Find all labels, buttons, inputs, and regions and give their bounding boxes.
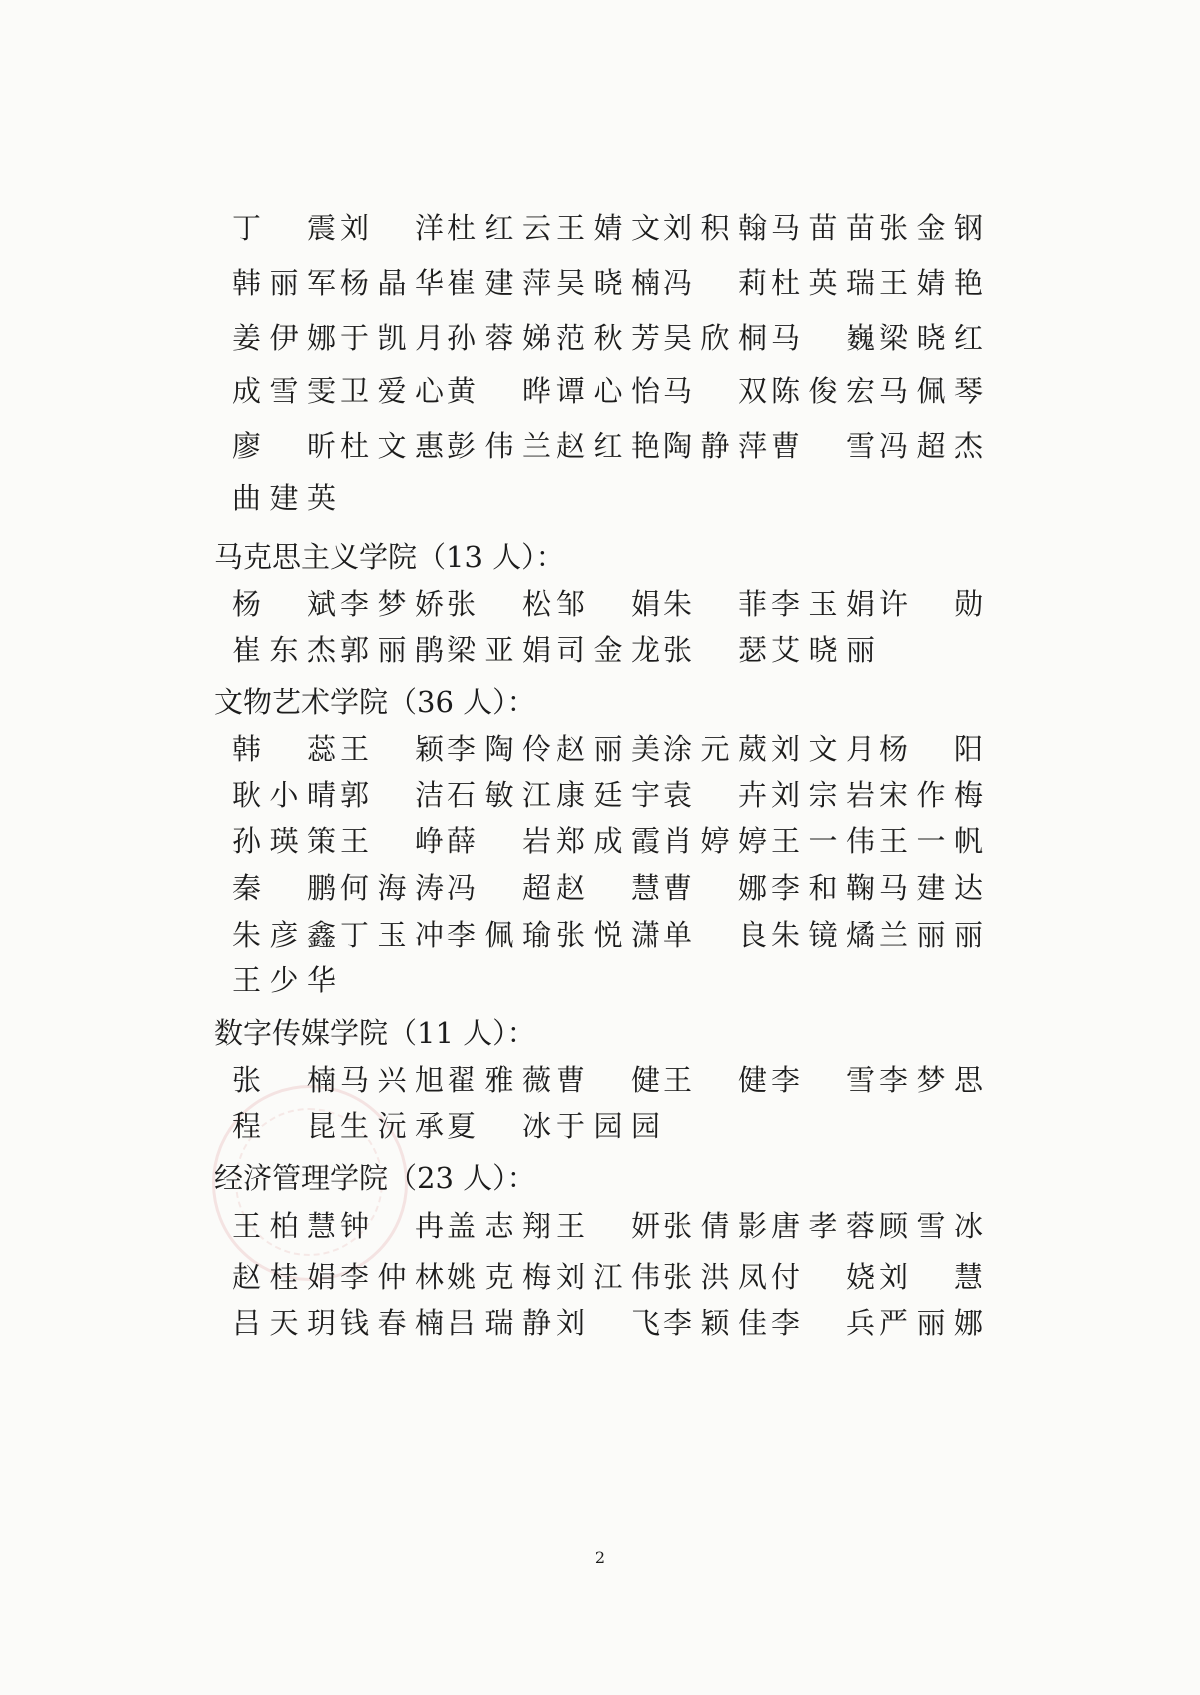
name-row xyxy=(0,868,1200,908)
person-name: 曹 雪 xyxy=(771,429,875,463)
person-name: 邹 娟 xyxy=(556,587,660,621)
person-name: 司金龙 xyxy=(556,633,660,667)
name-row xyxy=(0,915,1200,955)
person-name: 曲建英 xyxy=(232,481,336,515)
person-name: 张洪凤 xyxy=(663,1260,767,1294)
person-name: 朱 菲 xyxy=(663,587,767,621)
person-name: 张 瑟 xyxy=(663,633,767,667)
person-name: 曹 娜 xyxy=(663,871,767,905)
name-row xyxy=(0,1303,1200,1343)
name-row xyxy=(0,1106,1200,1146)
person-name: 薛 岩 xyxy=(447,824,551,858)
person-name: 吕天玥 xyxy=(232,1306,336,1340)
person-name: 曹 健 xyxy=(556,1063,660,1097)
person-name: 张金钢 xyxy=(879,211,983,245)
person-name: 袁 卉 xyxy=(663,778,767,812)
section-heading: 数字传媒学院（11 人）： xyxy=(214,1016,536,1050)
person-name: 顾雪冰 xyxy=(879,1209,983,1243)
person-name: 吕瑞静 xyxy=(447,1306,551,1340)
name-row xyxy=(0,729,1200,769)
person-name: 于凯月 xyxy=(340,321,444,355)
person-name: 韩丽军 xyxy=(232,266,336,300)
person-name: 黄 晔 xyxy=(447,374,551,408)
person-name: 赵红艳 xyxy=(556,429,660,463)
person-name: 张 楠 xyxy=(232,1063,336,1097)
person-name: 刘 洋 xyxy=(340,211,444,245)
person-name: 钱春楠 xyxy=(340,1306,444,1340)
person-name: 严丽娜 xyxy=(879,1306,983,1340)
person-name: 吴欣桐 xyxy=(663,321,767,355)
person-name: 王柏慧 xyxy=(232,1209,336,1243)
person-name: 兰丽丽 xyxy=(879,918,983,952)
person-name: 谭心怡 xyxy=(556,374,660,408)
person-name: 钟 冉 xyxy=(340,1209,444,1243)
person-name: 刘积翰 xyxy=(663,211,767,245)
person-name: 单 良 xyxy=(663,918,767,952)
name-row xyxy=(0,821,1200,861)
person-name: 马 双 xyxy=(663,374,767,408)
person-name: 卫爱心 xyxy=(340,374,444,408)
person-name: 马苗苗 xyxy=(771,211,875,245)
person-name: 王一帆 xyxy=(879,824,983,858)
person-name: 翟雅薇 xyxy=(447,1063,551,1097)
section-heading: 经济管理学院（23 人）： xyxy=(214,1161,536,1195)
person-name: 冯超杰 xyxy=(879,429,983,463)
person-name: 丁 震 xyxy=(232,211,336,245)
person-name: 王婧艳 xyxy=(879,266,983,300)
person-name: 李仲林 xyxy=(340,1260,444,1294)
person-name: 陶静萍 xyxy=(663,429,767,463)
person-name: 成雪雯 xyxy=(232,374,336,408)
person-name: 朱彦鑫 xyxy=(232,918,336,952)
name-row xyxy=(0,208,1200,248)
person-name: 崔建萍 xyxy=(447,266,551,300)
person-name: 梁亚娟 xyxy=(447,633,551,667)
person-name: 吴晓楠 xyxy=(556,266,660,300)
person-name: 艾晓丽 xyxy=(771,633,875,667)
person-name: 杜文惠 xyxy=(340,429,444,463)
person-name: 李佩瑜 xyxy=(447,918,551,952)
person-name: 李陶伶 xyxy=(447,732,551,766)
person-name: 梁晓红 xyxy=(879,321,983,355)
person-name: 肖婷婷 xyxy=(663,824,767,858)
name-row xyxy=(0,775,1200,815)
person-name: 郭 洁 xyxy=(340,778,444,812)
person-name: 生沅承 xyxy=(340,1109,444,1143)
name-row xyxy=(0,371,1200,411)
person-name: 赵丽美 xyxy=(556,732,660,766)
person-name: 王婧文 xyxy=(556,211,660,245)
person-name: 彭伟兰 xyxy=(447,429,551,463)
name-row xyxy=(0,263,1200,303)
name-row xyxy=(0,960,1200,1000)
person-name: 姚克梅 xyxy=(447,1260,551,1294)
person-name: 马 巍 xyxy=(771,321,875,355)
person-name: 许 勋 xyxy=(879,587,983,621)
person-name: 廖 昕 xyxy=(232,429,336,463)
person-name: 马兴旭 xyxy=(340,1063,444,1097)
person-name: 康廷宇 xyxy=(556,778,660,812)
person-name: 唐孝蓉 xyxy=(771,1209,875,1243)
person-name: 王 颖 xyxy=(340,732,444,766)
person-name: 冯 莉 xyxy=(663,266,767,300)
person-name: 程 昆 xyxy=(232,1109,336,1143)
name-row xyxy=(0,1206,1200,1246)
person-name: 马建达 xyxy=(879,871,983,905)
person-name: 刘江伟 xyxy=(556,1260,660,1294)
person-name: 赵桂娟 xyxy=(232,1260,336,1294)
name-row xyxy=(0,318,1200,358)
person-name: 郑成霞 xyxy=(556,824,660,858)
section-heading: 马克思主义学院（13 人）： xyxy=(214,540,565,574)
person-name: 杨 阳 xyxy=(879,732,983,766)
person-name: 张倩影 xyxy=(663,1209,767,1243)
person-name: 王 峥 xyxy=(340,824,444,858)
page-number: 2 xyxy=(594,1548,606,1567)
name-row xyxy=(0,584,1200,624)
person-name: 李梦娇 xyxy=(340,587,444,621)
person-name: 何海涛 xyxy=(340,871,444,905)
person-name: 朱镜燏 xyxy=(771,918,875,952)
person-name: 杨晶华 xyxy=(340,266,444,300)
person-name: 李玉娟 xyxy=(771,587,875,621)
person-name: 韩 蕊 xyxy=(232,732,336,766)
person-name: 张悦潇 xyxy=(556,918,660,952)
person-name: 刘 慧 xyxy=(879,1260,983,1294)
person-name: 王 妍 xyxy=(556,1209,660,1243)
person-name: 赵 慧 xyxy=(556,871,660,905)
person-name: 石敏江 xyxy=(447,778,551,812)
name-row xyxy=(0,1060,1200,1100)
person-name: 李和鞠 xyxy=(771,871,875,905)
person-name: 杜英瑞 xyxy=(771,266,875,300)
name-row xyxy=(0,478,1200,518)
person-name: 刘 飞 xyxy=(556,1306,660,1340)
person-name: 孙瑛策 xyxy=(232,824,336,858)
person-name: 王少华 xyxy=(232,963,336,997)
person-name: 姜伊娜 xyxy=(232,321,336,355)
person-name: 李梦思 xyxy=(879,1063,983,1097)
name-row xyxy=(0,1257,1200,1297)
person-name: 涂元葳 xyxy=(663,732,767,766)
person-name: 刘宗岩 xyxy=(771,778,875,812)
person-name: 范秋芳 xyxy=(556,321,660,355)
person-name: 马佩琴 xyxy=(879,374,983,408)
person-name: 耿小晴 xyxy=(232,778,336,812)
person-name: 秦 鹏 xyxy=(232,871,336,905)
person-name: 郭丽鹃 xyxy=(340,633,444,667)
person-name: 李颖佳 xyxy=(663,1306,767,1340)
name-row xyxy=(0,426,1200,466)
person-name: 李 雪 xyxy=(771,1063,875,1097)
person-name: 陈俊宏 xyxy=(771,374,875,408)
person-name: 张 松 xyxy=(447,587,551,621)
person-name: 王 健 xyxy=(663,1063,767,1097)
person-name: 冯 超 xyxy=(447,871,551,905)
person-name: 付 娆 xyxy=(771,1260,875,1294)
person-name: 李 兵 xyxy=(771,1306,875,1340)
person-name: 杨 斌 xyxy=(232,587,336,621)
person-name: 杜红云 xyxy=(447,211,551,245)
person-name: 刘文月 xyxy=(771,732,875,766)
person-name: 盖志翔 xyxy=(447,1209,551,1243)
person-name: 夏 冰 xyxy=(447,1109,551,1143)
person-name: 孙蓉娣 xyxy=(447,321,551,355)
person-name: 于园园 xyxy=(556,1109,660,1143)
section-heading: 文物艺术学院（36 人）： xyxy=(214,685,536,719)
person-name: 丁玉冲 xyxy=(340,918,444,952)
person-name: 王一伟 xyxy=(771,824,875,858)
person-name: 宋作梅 xyxy=(879,778,983,812)
name-row xyxy=(0,630,1200,670)
person-name: 崔东杰 xyxy=(232,633,336,667)
